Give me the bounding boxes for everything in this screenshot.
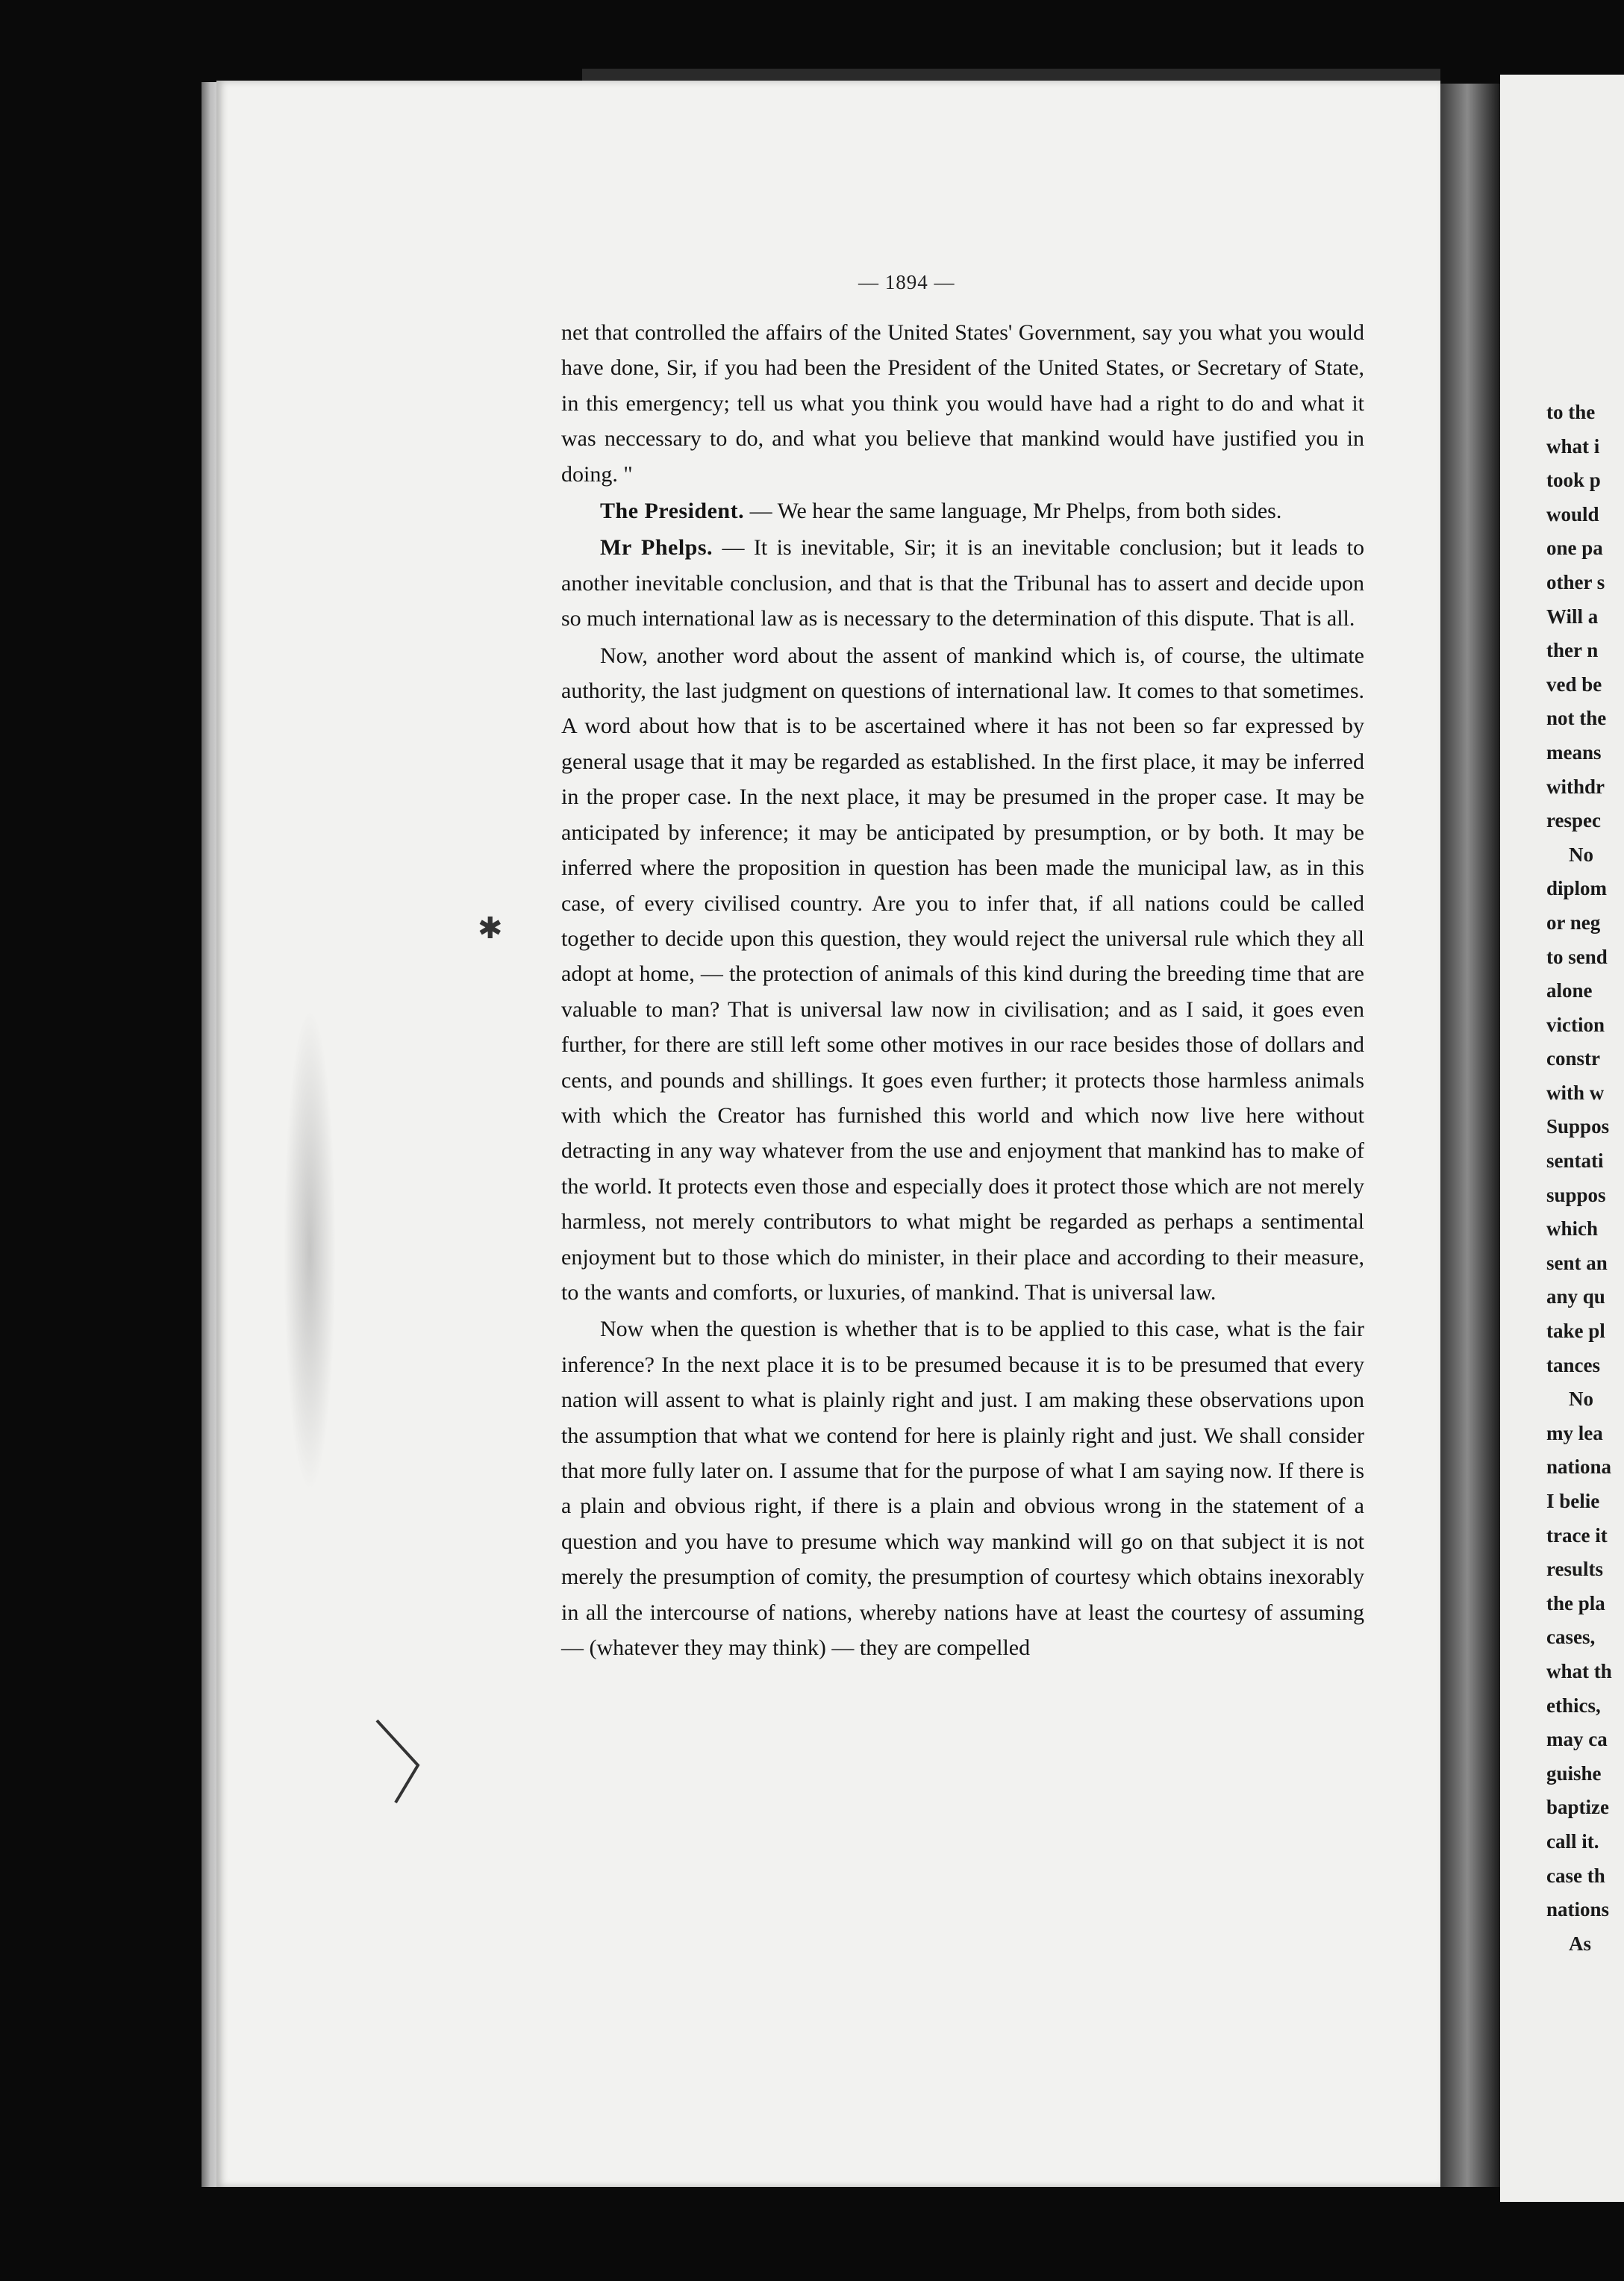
facing-page-line: suppos (1546, 1183, 1606, 1206)
facing-page-line: call it. (1546, 1829, 1599, 1853)
margin-ink-mark: ✱ (478, 911, 503, 945)
facing-page-line: what i (1546, 434, 1600, 458)
facing-page-line: constr (1546, 1047, 1600, 1070)
page-number-header: — 1894 — (858, 271, 955, 293)
ink-smudge (284, 1008, 336, 1493)
paragraph (561, 493, 1364, 528)
book-gutter (1440, 84, 1500, 2187)
facing-page-line: my lea (1546, 1421, 1603, 1444)
facing-page-line: any qu (1546, 1285, 1605, 1308)
facing-page-text (1546, 396, 1624, 1961)
facing-page-line: withdr (1546, 775, 1605, 798)
facing-page-line: baptize (1546, 1796, 1609, 1819)
facing-page-line: what th (1546, 1659, 1612, 1682)
facing-page-line: ved be (1546, 673, 1602, 696)
facing-page-line: viction (1546, 1013, 1605, 1036)
facing-page-line: to send (1546, 945, 1608, 968)
facing-page-line: No (1569, 843, 1593, 866)
facing-page-line: one pa (1546, 537, 1603, 560)
facing-page-line: not the (1546, 707, 1607, 730)
facing-page-line: I belie (1546, 1490, 1600, 1512)
facing-page-line: means (1546, 740, 1602, 764)
facing-page-line: the pla (1546, 1591, 1605, 1614)
facing-page-line: which (1546, 1217, 1599, 1241)
facing-page-line: other s (1546, 570, 1605, 593)
facing-page-line: Suppos (1546, 1115, 1610, 1138)
facing-page-line: with w (1546, 1081, 1605, 1104)
facing-page (1500, 75, 1624, 2202)
facing-page-line: case th (1546, 1864, 1605, 1887)
facing-page-line: nations (1546, 1898, 1610, 1921)
facing-page-line: No (1569, 1388, 1593, 1411)
speaker-label: The President. (600, 499, 745, 524)
facing-page-line: Will a (1546, 605, 1599, 628)
facing-page-line: respec (1546, 809, 1601, 832)
facing-page-line: results (1546, 1558, 1604, 1581)
facing-page-line: sent an (1546, 1251, 1608, 1274)
facing-page-line: ethics, (1546, 1694, 1601, 1717)
facing-page-line: take pl (1546, 1320, 1605, 1343)
paragraph-text: — It is inevitable, Sir; it is an inevitable conclusion; but it leads to another inevitable conclusion, and that is that the Tribunal has to assert and decide upon so much international law as is necessary to the determination of this dispute. That is all. (561, 535, 1365, 631)
paragraph-text: net that controlled the affairs of the United States' Government, say you what you would have done, Sir, if you had been the President of the United States, or Secretary of State, in this emergency; tell us what you think you would have had a right to do and what it was neccessary to do, and what you believe that mankind would have justified you in doing. " (561, 320, 1364, 487)
paragraph (561, 1311, 1364, 1665)
margin-chevron-mark (373, 1717, 425, 1806)
facing-page-line: or neg (1546, 911, 1601, 934)
paragraph (561, 638, 1364, 1311)
paragraph (561, 530, 1364, 636)
facing-page-line: nationa (1546, 1455, 1612, 1479)
facing-page-line: ther n (1546, 639, 1599, 662)
paragraph-text: Now when the question is whether that is to be applied to this case, what is the fair inference? In the next place it is to be presumed because it is to be presumed that every nation will assent to what is plainly right and just. I am making these observations upon the assumption that what we contend for here is plainly right and just. We shall consider that more fully later on. I assume that for the purpose of what I am saying now. If there is a plain and obvious right, if there is a plain and obvious wrong in the statement of a question and you have to presume which way mankind will go on that subject it is not merely the presumption of comity, the presumption of courtesy which obtains inexorably in all the intercourse of nations, whereby nations have at least the courtesy of assuming — (whatever they may think) — they are compelled (561, 1317, 1364, 1661)
facing-page-line: sentati (1546, 1149, 1604, 1173)
paragraph-text: — We hear the same language, Mr Phelps, from both sides. (744, 499, 1282, 524)
paragraph-text: Now, another word about the assent of mankind which is, of course, the ultimate authority, the last judgment on questions of international law. It comes to that sometimes. A word about how that is to be ascertained where it has not been so far expressed by general usage that it may be regarded as established. In the first place, it may be inferred in the proper case. In the next place, it may be presumed in the proper case. It may be anticipated by inference; it may be anticipated by presumption, or by both. It may be inferred where the proposition in question has been made the municipal law, as in this case, of every civilised country. Are you to infer that, if all nations could be called together to decide upon this question, they would reject the universal rule which they all adopt at home, — the protection of animals of this kind during the breeding time that are valuable to man? That is universal law now in civilisation; and as I said, it goes even further, for there are still left some other motives in our race besides those of dollars and cents, and pounds and shillings. It goes even further; it protects those harmless animals with which the Creator has furnished this world and which now live here without detracting in any way whatever from the use and enjoyment that mankind has to make of the world. It protects even those and especially does it protect those which are not merely harmless, not merely contributors to what might be regarded as perhaps a sentimental enjoyment but to those which do minister, in their place and according to their measure, to the wants and comforts, or luxuries, of mankind. That is universal law. (561, 643, 1364, 1305)
facing-page-line: tances (1546, 1353, 1600, 1376)
facing-page-line: would (1546, 502, 1599, 525)
body-text (561, 315, 1364, 1667)
facing-page-line: alone (1546, 979, 1593, 1002)
facing-page-line: guishe (1546, 1762, 1602, 1785)
facing-page-line: cases, (1546, 1626, 1596, 1649)
facing-page-line: trace it (1546, 1523, 1608, 1547)
paragraph (561, 315, 1364, 492)
facing-page-line: diplom (1546, 877, 1608, 900)
facing-page-line: took p (1546, 469, 1601, 492)
facing-page-line: to the (1546, 401, 1596, 423)
facing-page-line: As (1569, 1932, 1592, 1955)
speaker-label: Mr Phelps. (600, 535, 713, 561)
facing-page-line: may ca (1546, 1728, 1608, 1751)
